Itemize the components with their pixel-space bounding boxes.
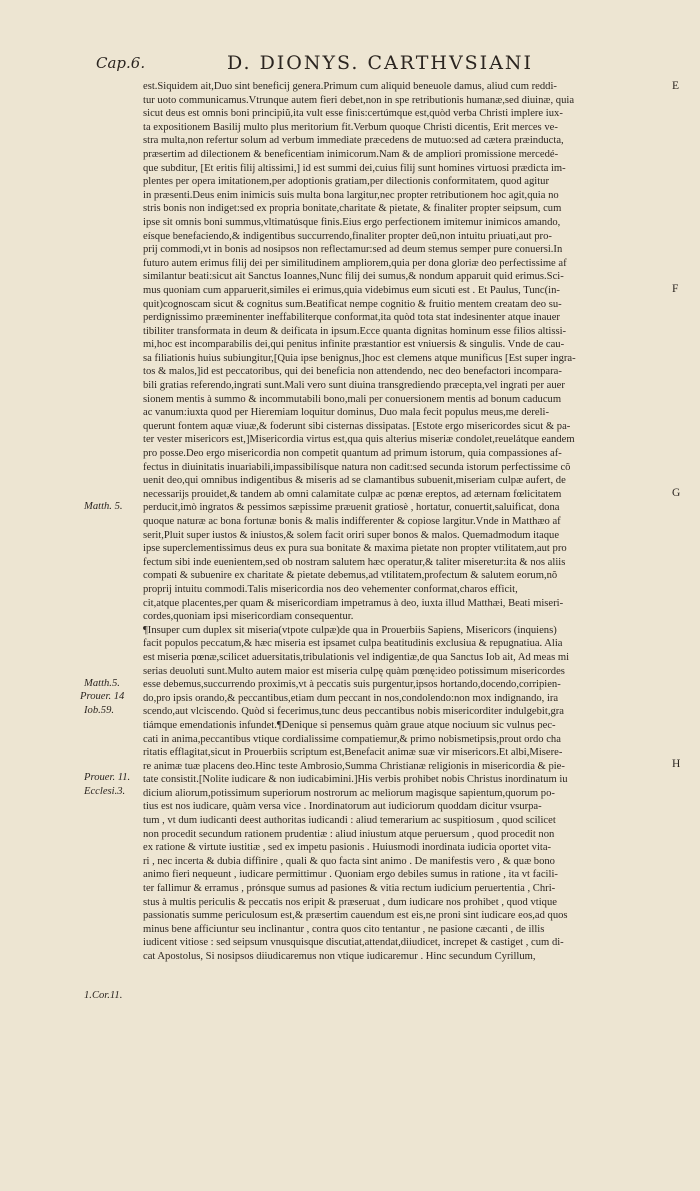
text-line: ipse sit omnis boni summus,vltimatúsque finis.Eius ergo perfectionem imitemur inimicos amando, bbox=[143, 216, 561, 228]
text-line: compati & subuenire ex charitate & pietate debemus,ad vtilitatem,profectum & salutem eorum,nõ bbox=[143, 570, 558, 582]
text-line: scendo,aut vlciscendo. Quòd si fecerimus,tunc deus peccantibus nobis misericorditer indulgebit,gra bbox=[143, 706, 564, 718]
text-line: fectus in diuinitatis inuariabili,impassibilísque natura non cadit:sed secunda istorum perfectissime cõ bbox=[143, 461, 571, 473]
margin-note: Matth. 5. bbox=[84, 501, 123, 512]
text-line: re animæ tuæ placens deo.Hinc teste Ambrosio,Summa Christianæ religionis in misericordia & pie- bbox=[143, 760, 565, 772]
text-line: uenit deo,qui omnibus indigentibus & miseris ad se clamantibus subuenit,miseriam culpæ aufert, de bbox=[143, 475, 566, 487]
text-line: ri , nec incerta & dubia diffinire , quali & quo facta sint animo . De manifestis vero , & quæ bono bbox=[143, 855, 555, 867]
text-line: est miseria pœnæ,scilicet aduersitatis,tribulationis vel indigentiæ,de qua Sanctus Iob ait, Ad meas mi bbox=[143, 651, 570, 663]
text-line: stra multa,non refertur solum ad verbum immediate præcedens de mutuo:sed ad cætera præinducta, bbox=[143, 135, 564, 147]
text-line: animo fieri nequeunt , iudicare permittimur . Quoniam ergo debiles sumus in ratione , ita vt facili- bbox=[143, 869, 558, 881]
text-line: est.Siquidem ait,Duo sint beneficij genera.Primum cum aliquid beneuole damus, aliud cum reddi- bbox=[143, 81, 557, 92]
text-line: que subditur, [Et eritis filij altissimi,] id est summi dei,cuius filij sunt homines virtuosi prædicta im- bbox=[143, 162, 566, 174]
text-line: ta expositionem Basilij multo plus meritorium fit.Verbum quoque Christi dicentis, Erit merces ve- bbox=[143, 121, 558, 133]
text-line: fectum sibi inde euenientem,sed ob nostram salutem hæc operatur,& taliter miseretur:ita & nos aliis bbox=[143, 556, 566, 568]
text-line: futuro autem erimus filij dei per similitudinem ampliorem,quia per dona gloriæ deo perfectissime af bbox=[143, 257, 567, 269]
text-line: tius est nos iudicare, quàm versa vice . Inordinatorum aut iudiciorum quoddam dicitur vsurpa- bbox=[143, 801, 542, 813]
text-line: sicut deus est omnis boni principiũ,ita vult esse finis:certúmque est,quòd verba Christi implere iux- bbox=[143, 108, 563, 120]
text-line: perdignissimo præeminenter ineffabiliterque conformat,ita quòd tota stat indesinenter atque inauer bbox=[143, 312, 560, 324]
text-line: tur uoto communicamus.Vtrunque autem fieri debet,non in spe retributionis humanæ,sed diuinæ, quia bbox=[143, 94, 575, 106]
text-line: iudicent vitiose : sed seipsum vnusquisque discutiat,attendat,diiudicet, increpet & castiget , cum di- bbox=[143, 937, 564, 949]
text-line: tibiliter transformata in deum & deificata in ipsum.Ecce quanta dignitas hominum esse filios altissi- bbox=[143, 325, 567, 337]
text-line: esse debemus,succurrendo proximis,vt à peccatis suis purgentur,ipsos hortando,docendo,corripien- bbox=[143, 679, 561, 691]
text-line: eísque benefaciendo,& indigentibus succurrendo,finaliter propter deũ,non intuitu priuati,aut pro- bbox=[143, 230, 552, 242]
text-line: ¶Insuper cum duplex sit miseria(vtpote culpæ)de qua in Prouerbiis Sapiens, Misericors (inquiens) bbox=[143, 624, 557, 636]
text-line: tos & malos,]id est peccatoribus, qui dei beneficia non attendendo, nec deo benefactori incompara- bbox=[143, 366, 562, 378]
text-line: ipse superclementissimus deus ex pura sua bonitate & maxima pietate non propter vtilitatem,aut pro bbox=[143, 543, 567, 555]
body-text bbox=[143, 80, 681, 964]
text-line: tate consistit.[Nolite iudicare & non iudicabimini.]His verbis prohibet nobis Christus inordinatum iu bbox=[143, 774, 568, 786]
margin-note: Prouer. 14 bbox=[80, 691, 125, 702]
text-line: non procedit secundum rationem prudentiæ : aliud iniustum atque peruersum , quod procedit non bbox=[143, 828, 555, 840]
section-letter: F bbox=[672, 283, 679, 295]
text-line: perducit,imò ingratos & pessimos sæpissime præuenit gratiosè , hortatur, conuertit,saluificat, dona bbox=[143, 502, 560, 514]
text-line: serias deuoluti sunt.Multo autem maior est miseria culpę quàm pœnę:ideo potissimum misericordes bbox=[143, 665, 565, 677]
text-line: tum , vt dum iudicanti deest authoritas iudicandi : aliud temerarium ac suspitiosum , quod scilicet bbox=[143, 815, 556, 827]
text-line: necessarijs prouidet,& tandem ab omni calamitate culpæ ac pœnæ ereptos, ad æternam fœlicitatem bbox=[143, 488, 562, 500]
text-line: pro posse.Deo ergo misericordia non competit quantum ad primum istorum, quia compassiones af- bbox=[143, 448, 562, 460]
chapter-label: Cap.6. bbox=[96, 54, 146, 72]
text-line: in præsenti.Deus enim inimicis suis multa bona largitur,nec propter retributionem hoc agit,quia no bbox=[143, 189, 559, 201]
text-line: passionatis summe periculosum est,& præsertim cauendum est eis,ne proni sint iudicare eos,ad quos bbox=[143, 910, 568, 922]
text-line: serit,Pluit super iustos & iniustos,& solem facit oriri super bonos & malos. Quemadmodum itaque bbox=[143, 529, 560, 541]
text-line: querunt fontem aquæ viuæ,& foderunt sibi cisternas dissipatas. [Estote ergo misericordes sicut & pa- bbox=[143, 420, 571, 432]
text-line: cat Apostolus, Si nosipsos diiudicaremus non vtique iudicaremur . Hinc secundum Cyrillum, bbox=[143, 951, 536, 962]
section-letter: E bbox=[672, 80, 680, 92]
text-line: mi,hoc est incomparabilis dei,qui penitus infinite præstantior est vniuersis & singulis. Vnde de cau- bbox=[143, 339, 565, 351]
margin-note: Prouer. 11. bbox=[84, 772, 131, 783]
text-line: sionem mentis à summo & incommutabili bono,mali per conuersionem mentis ad bonum caducum bbox=[143, 393, 562, 405]
section-letter: H bbox=[672, 758, 681, 770]
text-line: mus quoniam cum apparuerit,similes ei erimus,quia videbimus eum sicuti est . Et Paulus, Tunc(in- bbox=[143, 284, 560, 296]
text-line: ritatis efflagitat,sicut in Prouerbiis scriptum est,Benefacit animæ suæ vir misericors.Et albi,Misere- bbox=[143, 747, 563, 759]
text-line: quit)cognoscam sicut & cognitus sum.Beatificat nempe cognitio & fruitio mentem creatam deo su- bbox=[143, 298, 562, 310]
text-line: plentes per opera imitationem,per adoptionis gratiam,per dilectionis conformitatem, quod agitur bbox=[143, 176, 549, 188]
margin-note: Iob.59. bbox=[84, 705, 115, 716]
text-line: ter fallimur & erramus , prónsque sumus ad pasiones & vitia rectum iudicium peruertentia , Chri- bbox=[143, 883, 556, 895]
text-line: minus bene afficiuntur seu inclinantur , contra quos cito tentantur , ne pasione cæcanti , de illis bbox=[143, 923, 545, 935]
text-line: quoque naturæ ac bona fortunæ bonis & malis indifferenter & copiose largitur.Vnde in Matthæo af bbox=[143, 516, 561, 527]
text-line: stris bonis non indiget:sed ex propria bonitate,charitate & pietate, & finaliter propter seipsum, cum bbox=[143, 203, 562, 215]
margin-note: Matth.5. bbox=[84, 678, 120, 689]
text-line: præsertim ad dilectionem & beneficentiam inimicorum.Nam & de ampliori promissione mercedé- bbox=[143, 148, 559, 160]
text-line: bili gratias referendo,ingrati sunt.Mali vero sunt diuina transgrediendo præcepta,vel ingrati per auer bbox=[143, 380, 565, 392]
text-line: tiámque emendationis infundet.¶Denique si pensemus quàm graue atque nociuum sic vulnus pec- bbox=[143, 719, 556, 731]
text-line: facit populos peccatum,& hæc miseria est ipsamet culpa beatitudinis exclusiua & repugnatiua. Alia bbox=[143, 638, 563, 650]
text-line: similantur beati:sicut ait Sanctus Ioannes,Nunc filij dei sumus,& nondum apparuit quid erimus.Sci- bbox=[143, 271, 564, 283]
text-line: cati in anima,peccantibus vtique cordialissime compatiemur,& primo nobismetipsis,prout ordo cha bbox=[143, 733, 561, 745]
text-line: ex ratione & virtute iustitiæ , sed ex impetu pasionis . Huiusmodi inordinata iudicia oportet vita- bbox=[143, 842, 552, 854]
text-line: ac vanum:iuxta quod per Hieremiam loquitur dominus, Duo mala fecit populus meus,me dereli- bbox=[143, 407, 549, 419]
text-line: cit,atque placentes,per quam & misericordiam impetramus à deo, iuxta illud Matthæi, Beati miseri- bbox=[143, 597, 564, 609]
page-header bbox=[0, 52, 700, 78]
text-line: ter vester misericors est,]Misericordia virtus est,qua quis alterius miseriæ condolet,reuelátque eandem bbox=[143, 434, 575, 446]
text-line: do,pro ipsis orando,& peccantibus,etiam dum peccant in nos,condolendo:non mox indignando, ira bbox=[143, 692, 559, 704]
text-line: prij commodi,vt in bonis ad nosipsos non reflectamur:sed ad deum stemus semper pure conuersi.In bbox=[143, 244, 563, 256]
text-line: sa filiationis huius subiungitur,[Quia ipse benignus,]hoc est clemens atque munificus [Est super ingra- bbox=[143, 352, 576, 364]
text-line: dicium aliorum,potissimum superiorum nostrorum ac meliorum magisque sapientum,quorum po- bbox=[143, 787, 555, 799]
section-letter: G bbox=[672, 487, 681, 499]
margin-note: Ecclesi.3. bbox=[84, 786, 126, 797]
text-line: stus à multis periculis & peccatis nos eripit & præseruat , dum iudicare nos prohibet , quod vtique bbox=[143, 896, 557, 908]
text-line: proprij intuitu commodi.Talis misericordia nos deo vehementer conformat,charos efficit, bbox=[143, 583, 518, 595]
text-line: cordes,quoniam ipsi misericordiam consequentur. bbox=[143, 611, 354, 623]
running-title: D. DIONYS. CARTHVSIANI bbox=[226, 52, 534, 74]
margin-note: 1.Cor.11. bbox=[84, 990, 123, 1001]
